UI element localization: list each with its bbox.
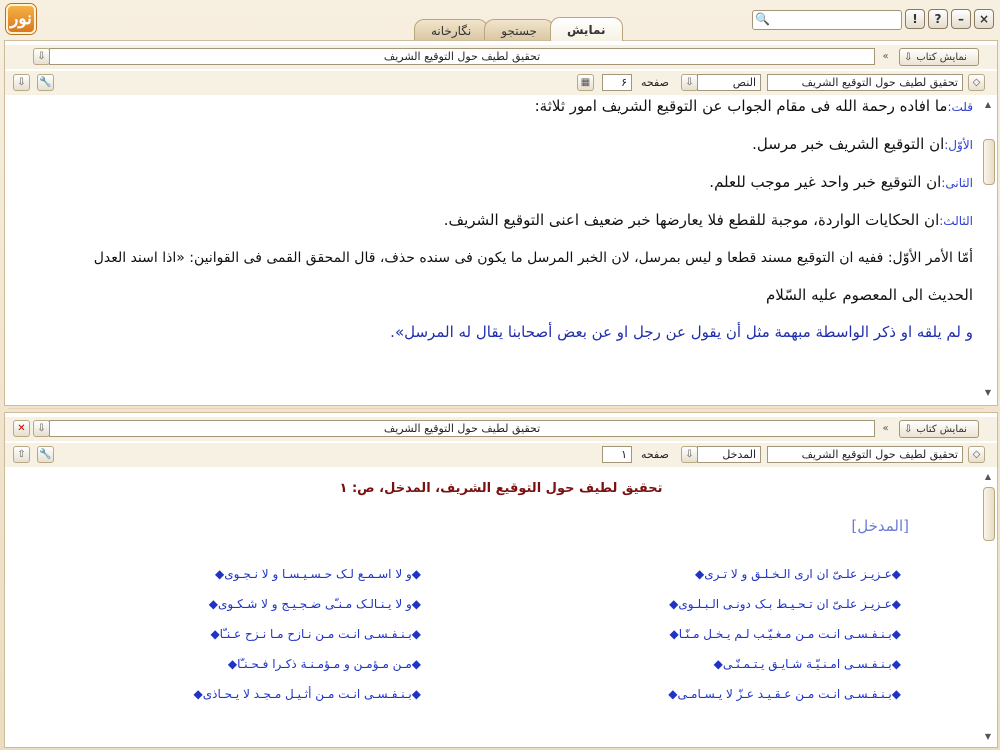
top-page-number-input[interactable]: ۶	[602, 74, 632, 91]
top-book-title-field[interactable]: تحقیق لطیف حول التوقیع الشریف	[49, 48, 875, 65]
bottom-book-bar	[5, 417, 997, 441]
text-line: أمّا الأمر الأوّل: ففیه ان التوقیع مسند قطعا و لیس بمرسل، لان الخبر المرسل ما یکون فی سنده حذف، قال المحقق القمی فی القوانین: «اذا اسند العدل	[93, 250, 973, 266]
bottom-scrollbar[interactable]	[982, 471, 994, 743]
bottom-section-select[interactable]: المدخل	[697, 446, 761, 463]
text-line: الأوّل:ان التوقیع الشریف خبر مرسل.	[752, 135, 973, 153]
tab-gallery[interactable]: نگارخانه	[414, 19, 488, 41]
dropdown-arrow-icon[interactable]: ⇩	[33, 48, 50, 65]
poem-line: ◆عـزیـز علـیّ ان اری الـخـلـق و لا تـری◆	[694, 567, 901, 581]
top-reader-pane	[4, 40, 998, 406]
poem-line: ◆و لا یـنـالـک مـنـّی ضـجـیـج و لا شـکـوی◆	[208, 597, 421, 611]
top-text-content	[11, 97, 973, 397]
text-line: الحدیث الی المعصوم علیه السّلام	[765, 286, 973, 304]
dropdown-arrow-icon[interactable]: ⇩	[33, 420, 50, 437]
minimize-button[interactable]: –	[951, 9, 971, 29]
pane-splitter[interactable]	[8, 408, 984, 409]
top-scroll-thumb[interactable]	[983, 139, 995, 185]
text-line: و لم یلقه او ذکر الواسطة مبهمة مثل أن یقول عن رجل او عن بعض أصحابنا یقال له المرسل».	[390, 323, 973, 341]
text-line: الثالث:ان الحکایات الواردة، موجبة للقطع فلا یعارضها خبر ضعیف اعنی التوقیع الشریف.	[443, 211, 973, 229]
section-title: [المدخل]	[851, 517, 909, 535]
top-book-select[interactable]: تحقیق لطیف حول التوقیع الشریف	[767, 74, 963, 91]
page-view-icon[interactable]: ▦	[577, 74, 594, 91]
close-pane-icon[interactable]: ✕	[13, 420, 30, 437]
poem-line: ◆و لا اسـمـع لـک حـسـیـسـا و لا نـجـوی◆	[215, 567, 421, 581]
bottom-scroll-thumb[interactable]	[983, 487, 995, 541]
poem-line: ◆بـنـفـسـی انـت مـن نـازح مـا نـزح عـنـّا◆	[210, 627, 421, 641]
down-arrow-icon: ⇩	[904, 423, 913, 435]
poem-line: ◆عـزیـز علـیّ ان تـحـیـط بـک دونـی الـبـلـوی◆	[669, 597, 901, 611]
poem-line: ◆بـنـفـسـی انـت مـن أثـیـل مـجـد لا یـحـاذی◆	[193, 687, 421, 701]
wrench-icon[interactable]: 🔧	[37, 74, 54, 91]
scroll-down-icon[interactable]: ⇩	[13, 74, 30, 91]
collapse-chevron-icon[interactable]: «	[882, 423, 889, 434]
top-show-book-button[interactable]: ⇩ نمایش کتاب	[899, 48, 979, 66]
poem-column-right	[668, 559, 901, 709]
wrench-icon[interactable]: 🔧	[37, 446, 54, 463]
tab-search[interactable]: جستجو	[484, 19, 554, 41]
bookmark-tag-icon[interactable]: ◇	[968, 74, 985, 91]
text-line: الثانی:ان التوقیع خبر واحد غیر موجب للعلم.	[709, 173, 973, 191]
bottom-page-number-input[interactable]: ۱	[602, 446, 632, 463]
search-box[interactable]	[752, 10, 902, 30]
scroll-down-arrow-icon[interactable]: ▼	[984, 388, 992, 397]
bottom-book-select[interactable]: تحقیق لطیف حول التوقیع الشریف	[767, 446, 963, 463]
bookmark-tag-icon[interactable]: ◇	[968, 446, 985, 463]
scroll-up-arrow-icon[interactable]: ▲	[984, 100, 992, 109]
poem-line: ◆بـنـفـسـی انـت مـن عـقـیـد عـزّ لا یـسـامـی◆	[668, 687, 901, 701]
title-bar	[0, 0, 1000, 40]
help-button[interactable]: ?	[928, 9, 948, 29]
app-logo-icon[interactable]: نور	[6, 4, 36, 34]
scroll-up-arrow-icon[interactable]: ▲	[984, 472, 992, 481]
page-heading: تحقیق لطیف حول التوقیع الشریف، المدخل، ص: ۱	[339, 481, 663, 496]
bottom-page-label: صفحه	[641, 448, 669, 461]
bottom-show-book-button[interactable]: ⇩ نمایش کتاب	[899, 420, 979, 438]
search-icon: 🔍	[755, 12, 770, 26]
section-dropdown-arrow-icon[interactable]: ⇩	[681, 74, 698, 91]
scroll-down-arrow-icon[interactable]: ▼	[984, 732, 992, 741]
window-controls	[905, 9, 994, 29]
bottom-nav-bar	[5, 443, 997, 467]
scroll-up-icon[interactable]: ⇧	[13, 446, 30, 463]
section-dropdown-arrow-icon[interactable]: ⇩	[681, 446, 698, 463]
top-nav-bar	[5, 71, 997, 95]
down-arrow-icon: ⇩	[904, 51, 913, 63]
top-scrollbar[interactable]	[982, 99, 994, 399]
poem-column-left	[194, 559, 421, 709]
top-section-select[interactable]: النص	[697, 74, 761, 91]
main-tabs	[414, 17, 619, 41]
tab-display[interactable]: نمایش	[550, 17, 623, 41]
close-button[interactable]: ×	[974, 9, 994, 29]
poem-line: ◆مـن مـؤمـن و مـؤمـنـة ذکـرا فـحـنـّا◆	[227, 657, 421, 671]
top-page-label: صفحه	[641, 76, 669, 89]
poem-line: ◆بـنـفـسـی انـت مـن مـغـیّـب لـم یـخـل مـنّـا◆	[669, 627, 901, 641]
bottom-reader-pane	[4, 412, 998, 748]
collapse-chevron-icon[interactable]: «	[882, 51, 889, 62]
top-book-bar	[5, 45, 997, 69]
text-line: قلت:ما افاده رحمة الله فی مقام الجواب عن التوقیع الشریف امور ثلاثة:	[534, 97, 973, 115]
info-button[interactable]: !	[905, 9, 925, 29]
bottom-book-title-field[interactable]: تحقیق لطیف حول التوقیع الشریف	[49, 420, 875, 437]
poem-line: ◆بـنـفـسـی امـنـیّـة شـایـق یـتـمـنّـی◆	[713, 657, 901, 671]
